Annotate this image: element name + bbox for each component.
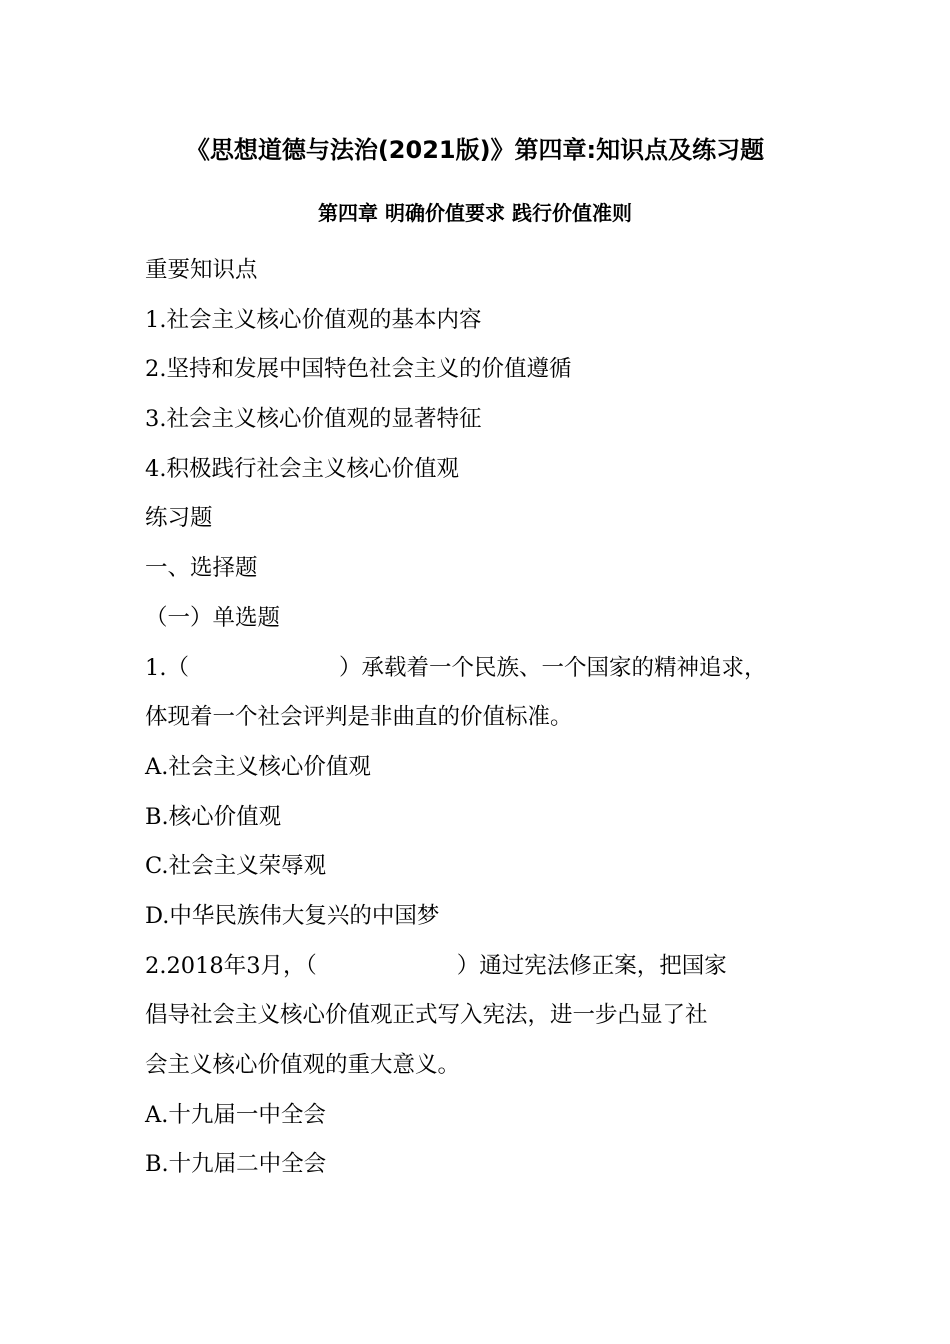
question-1-line-1: [145, 644, 805, 694]
section-heading-exercises: 练习题: [145, 505, 213, 532]
section-heading-key-points: 重要知识点: [145, 257, 258, 283]
question-2-line-3: 会主义核心价值观的重大意义。: [145, 1052, 461, 1078]
key-point-3: 3.社会主义核心价值观的显著特征: [145, 406, 482, 433]
chapter-title: 第四章 明确价值要求 践行价值准则: [318, 201, 632, 225]
key-point-4: 4.积极践行社会主义核心价值观: [145, 455, 459, 482]
question-2-suffix: ）通过宪法修正案，把国家: [456, 952, 727, 979]
question-2-option-b: B.十九届二中全会: [145, 1151, 327, 1178]
document-body: [145, 246, 805, 1190]
question-1-option-d: D.中华民族伟大复兴的中国梦: [145, 902, 440, 929]
question-2-option-a: A.十九届一中全会: [145, 1101, 326, 1128]
key-point-1: 1.社会主义核心价值观的基本内容: [145, 306, 482, 333]
question-1-prefix: 1.（: [145, 654, 189, 681]
document-title: 《思想道德与法治(2021版)》第四章:知识点及练习题: [185, 136, 765, 164]
question-2-line-2: 倡导社会主义核心价值观正式写入宪法，进一步凸显了社: [145, 1002, 708, 1029]
section-heading-choice: 一、选择题: [145, 555, 258, 582]
question-1-line-2: 体现着一个社会评判是非曲直的价值标准。: [145, 704, 573, 731]
question-1-option-b: B.核心价值观: [145, 803, 282, 830]
key-point-2: 2.坚持和发展中国特色社会主义的价值遵循: [145, 356, 572, 383]
question-1-option-c: C.社会主义荣辱观: [145, 853, 327, 880]
question-1-suffix: ）承载着一个民族、一个国家的精神追求，: [338, 654, 767, 681]
question-2-line-1: [145, 942, 805, 992]
section-heading-single-choice: （一）单选题: [145, 604, 281, 631]
question-2-prefix: 2.2018年3月，（: [145, 952, 317, 979]
question-1-option-a: A.社会主义核心价值观: [145, 753, 371, 780]
